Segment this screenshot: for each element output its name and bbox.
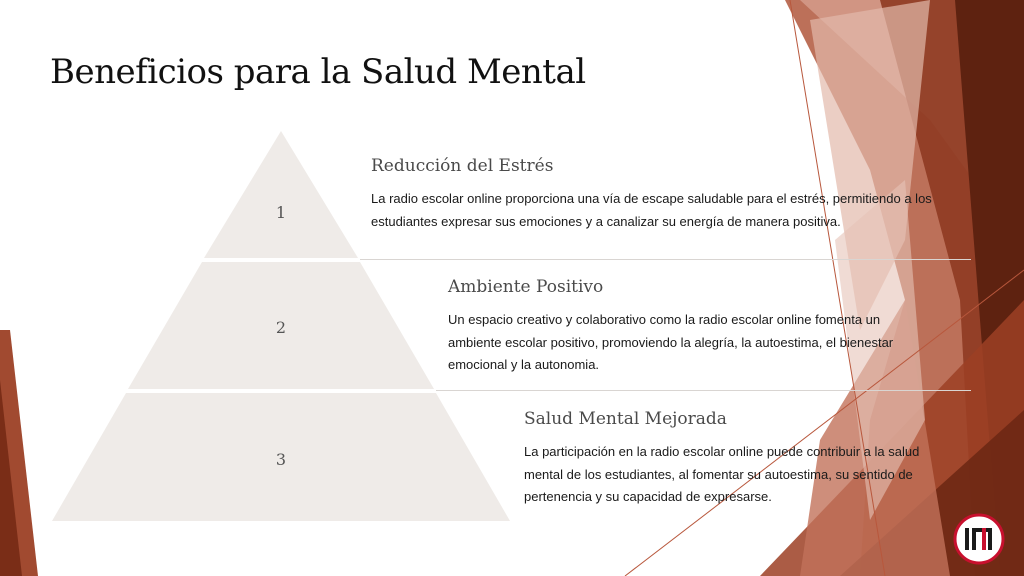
- divider-2: [436, 390, 971, 391]
- tier-number-3: 3: [275, 450, 287, 469]
- item-description-1: La radio escolar online proporciona una vía de escape saludable para el estrés, permitiendo a los estudiantes expresar sus emociones y a canalizar su energía de manera positiva.: [371, 191, 932, 229]
- item-heading-3: Salud Mental Mejorada: [524, 409, 727, 429]
- divider-1: [360, 259, 971, 260]
- pyramid-tier-1: [204, 131, 358, 258]
- item-description-3: La participación en la radio escolar online puede contribuir a la salud mental de los estudiantes, al fomentar su autoestima, su sentido de pertenencia y su capacidad de expresarse.: [524, 444, 920, 504]
- item-heading-1: Reducción del Estrés: [371, 156, 554, 176]
- tier-number-2: 2: [275, 318, 287, 337]
- item-heading-2: Ambiente Positivo: [448, 277, 604, 297]
- tier-number-1: 1: [275, 203, 287, 222]
- logo-icon: [952, 512, 1006, 566]
- page-title: Beneficios para la Salud Mental: [50, 52, 586, 92]
- item-description-2: Un espacio creativo y colaborativo como la radio escolar online fomenta un ambiente escolar positivo, promoviendo la alegría, la autoestima, el bienestar emocional y la autonomia.: [448, 312, 894, 372]
